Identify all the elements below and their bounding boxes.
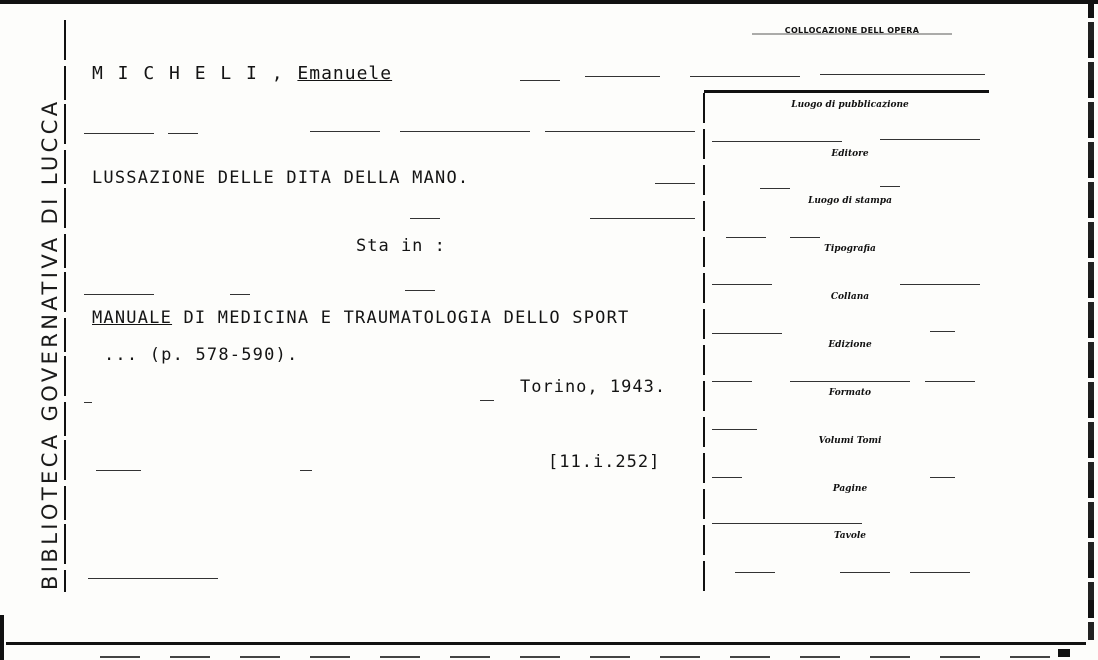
host-title-first-word: MANUALE [92,308,173,328]
place-and-year: Torino, 1943. [520,377,667,397]
field-edition: Edizione [828,340,872,350]
dash [760,188,790,189]
corner-mark [1058,649,1070,657]
dash [690,76,800,77]
card-top-edge [0,0,1098,4]
field-printer: Tipografia [824,244,876,254]
dash [880,139,980,140]
field-series: Collana [830,292,870,302]
host-title-rest: DI MEDICINA E TRAUMATOLOGIA DELLO SPORT [172,308,630,328]
dash [520,80,560,81]
author-given-name: Emanuele [297,63,393,84]
dash [840,572,890,573]
dash [820,74,985,75]
contained-in-label: Sta in : [356,236,446,256]
dash [84,294,154,295]
dash [405,290,435,291]
dash [712,523,862,524]
dash [655,183,695,184]
dash [726,237,766,238]
dash [590,218,695,219]
dash [930,477,955,478]
dash [790,237,820,238]
dash [300,470,312,471]
dash [880,186,900,187]
dash [930,331,955,332]
dash [480,400,494,401]
collocation-heading: COLLOCAZIONE DELL OPERA [752,26,952,40]
dash [545,131,695,132]
dash [168,133,198,134]
dash [410,218,440,219]
dash [925,381,975,382]
dash [585,76,660,77]
card-left-edge-mark [0,615,4,660]
library-vertical-label: BIBLIOTECA GOVERNATIVA DI LUCCA [38,98,62,590]
dash [310,131,380,132]
dash [910,572,970,573]
dash [790,381,910,382]
field-format: Formato [828,388,872,398]
dash [230,294,250,295]
dash [88,578,218,579]
panel-left-border [703,93,705,593]
panel-top-border [704,90,989,93]
dash [735,572,775,573]
field-place-of-printing: Luogo di stampa [808,196,892,206]
dash [96,470,141,471]
field-place-of-publication: Luogo di pubblicazione [791,100,909,110]
field-pages: Pagine [832,484,868,494]
field-plates: Tavole [833,531,867,541]
dash [84,133,154,134]
dash [712,284,772,285]
card-right-edge [1088,0,1094,640]
host-work-title [92,308,629,328]
dash [712,477,742,478]
dash [712,381,752,382]
page-range: ... (p. 578-590). [104,345,299,365]
shelfmark: [11.i.252] [548,452,661,472]
work-title: LUSSAZIONE DELLE DITA DELLA MANO. [92,168,470,188]
author-surname: M I C H E L I , [92,63,285,84]
card-bottom-rule [6,642,1086,645]
author-line [92,63,392,84]
dash [712,141,842,142]
dash [84,402,92,403]
dash [712,333,782,334]
field-publisher: Editore [831,149,869,159]
dash [400,131,530,132]
card-bottom-dash [100,656,1060,658]
dash [712,429,757,430]
dash [900,284,980,285]
field-volumes: Volumi Tomi [818,436,882,446]
margin-rule [64,20,66,592]
